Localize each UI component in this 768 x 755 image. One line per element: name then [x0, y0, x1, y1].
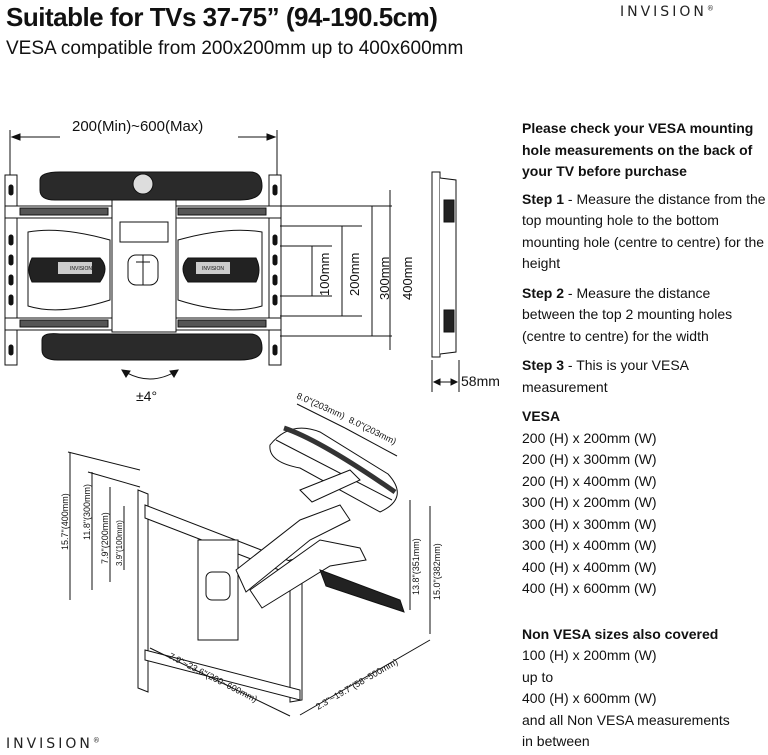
info-panel: [522, 118, 766, 753]
step-3: Step 3 - This is your VESA measurement: [522, 357, 689, 395]
height-label-300: 300mm: [377, 256, 392, 300]
list-item: 100 (H) x 200mm (W): [522, 647, 657, 663]
front-width-label: 200(Min)~600(Max): [72, 118, 204, 135]
iso-width-label: 7.9"~23.6"(200~600mm): [167, 650, 259, 705]
list-item: up to: [522, 668, 554, 685]
list-item: 200 (H) x 300mm (W): [522, 451, 657, 467]
non-vesa-heading: Non VESA sizes also covered: [522, 625, 719, 642]
tilt-label: ±4°: [136, 388, 158, 404]
arm-label-2: 8.0"(203mm): [347, 414, 398, 447]
height-label-400: 400mm: [400, 256, 415, 300]
vesa-list: [522, 428, 766, 600]
arm-logo-right: INVISION: [202, 266, 224, 272]
iso-height-351: 13.8"(351mm): [411, 538, 421, 595]
iso-height-382: 15.0"(382mm): [432, 543, 442, 600]
list-item: and all Non VESA measurements: [522, 711, 730, 728]
iso-height-100: 3.9"(100mm): [115, 520, 124, 566]
list-item: 400 (H) x 600mm (W): [522, 580, 657, 596]
iso-depth-label: 2.3"~19.7"(58~500mm): [314, 656, 400, 712]
non-vesa-list: [522, 645, 766, 753]
step-1: Step 1 - Measure the distance from the top mounting hole to the bottom mounting hole (centre to centre) for the height: [522, 190, 766, 271]
list-item: 400 (H) x 400mm (W): [522, 558, 657, 575]
front-view: [5, 130, 392, 379]
list-item: in between: [522, 733, 590, 749]
list-item: 300 (H) x 400mm (W): [522, 537, 657, 553]
height-label-200: 200mm: [347, 252, 362, 296]
iso-height-300: 11.8"(300mm): [82, 483, 92, 540]
side-view: [432, 172, 459, 392]
list-item: 400 (H) x 600mm (W): [522, 690, 657, 706]
page-subtitle: VESA compatible from 200x200mm up to 400x600mm: [6, 38, 464, 59]
side-depth-label: 58mm: [461, 373, 500, 389]
iso-height-200: 7.9"(200mm): [100, 512, 110, 564]
list-item: 300 (H) x 200mm (W): [522, 494, 657, 510]
vesa-heading: VESA: [522, 408, 561, 424]
step-2: Step 2 - Measure the distance between the top 2 mounting holes (centre to centre) for the width: [522, 284, 733, 344]
arm-label-1: 8.0"(203mm): [295, 390, 347, 421]
arm-logo-left: INVISION: [70, 266, 92, 272]
page-title: Suitable for TVs 37-75” (94-190.5cm): [6, 2, 438, 32]
height-label-100: 100mm: [317, 252, 332, 296]
intro-text: Please check your VESA mounting hole measurements on the back of your TV before purchase: [522, 120, 754, 179]
list-item: 200 (H) x 200mm (W): [522, 429, 657, 446]
iso-height-400: 15.7"(400mm): [60, 493, 70, 550]
list-item: 200 (H) x 400mm (W): [522, 472, 657, 489]
list-item: 300 (H) x 300mm (W): [522, 515, 657, 532]
brand-logo-top: INVISION®: [620, 4, 714, 20]
brand-logo-bottom: INVISION®: [6, 736, 100, 752]
